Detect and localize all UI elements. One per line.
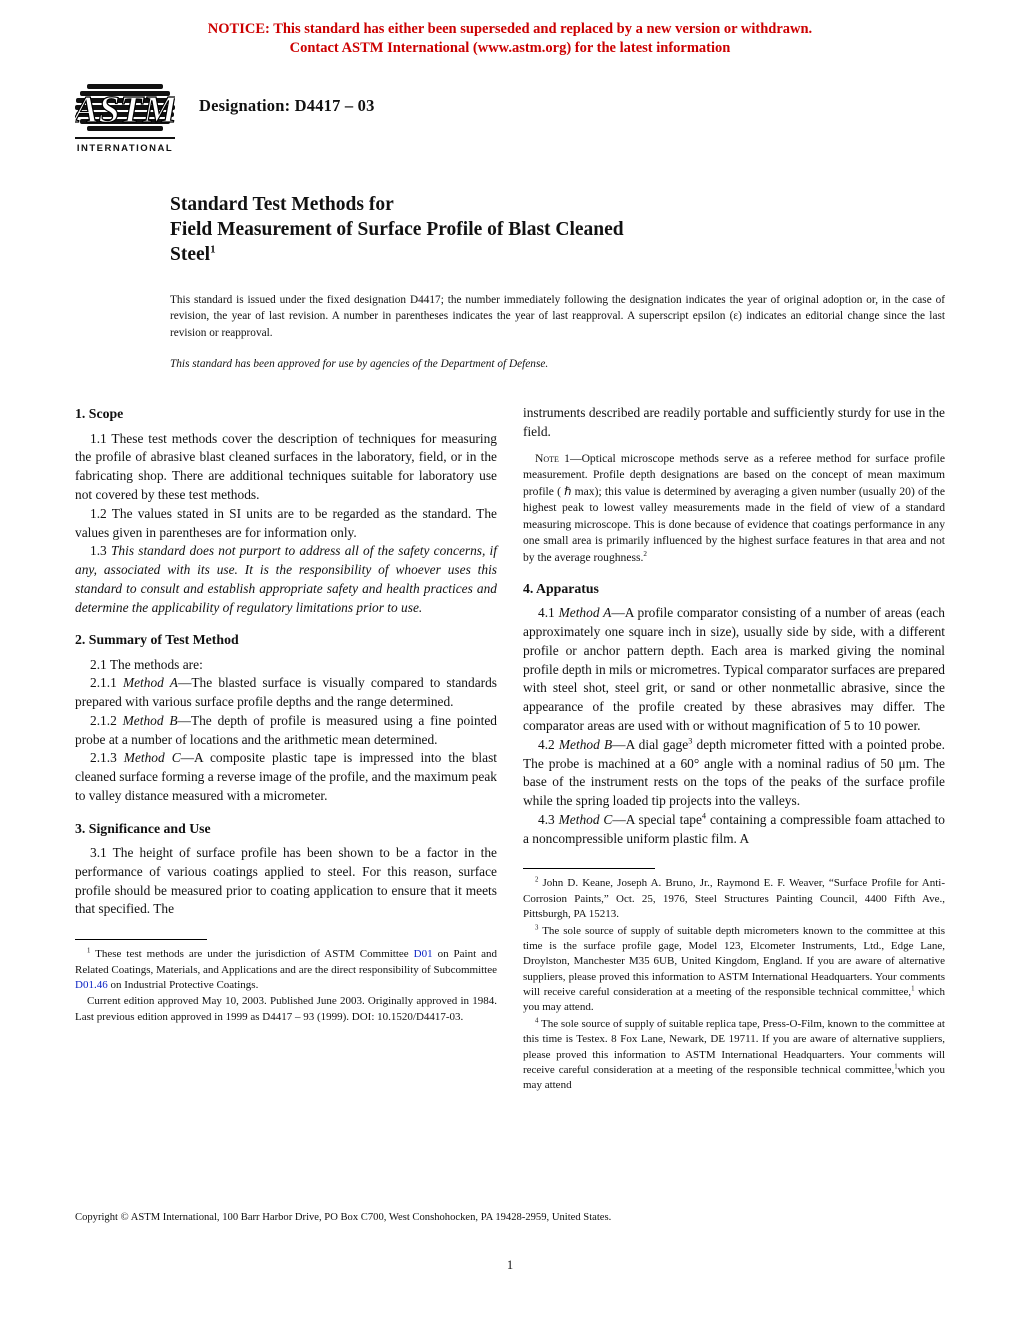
title-steel: Steel bbox=[170, 243, 211, 265]
footnote-4-text: The sole source of supply of suitable replica tape, Press-O-Film, known to the committee at this time is Testex. 8 Fox Lane, Newark, DE 19711. If you are aware of alternative suppliers, please proved this information to ASTM International Headquarters. Your comments will receive careful consideration at a meeting of the responsible technical committee, bbox=[523, 1017, 945, 1077]
paragraph-2-1-1-text: —The blasted surface is visually compared to standards prepared with various surface profile depths and the range determined. bbox=[75, 675, 497, 710]
dod-approval-note: This standard has been approved for use by agencies of the Department of Defense. bbox=[170, 358, 549, 371]
footnote-3-text: The sole source of supply of suitable depth micrometers known to the committee at this time is the surface profile gage, Model 123, Elcometer Instruments, Ltd., Edge Lane, Droylston, Manchester M35 6UB, United Kingdom, England. If you are aware of alternative suppliers, please proved this information to ASTM International Headquarters. Your comments will receive careful consideration at a meeting of the responsible technical committee, bbox=[523, 924, 945, 999]
paragraph-3-1-continued: instruments described are readily portable and sufficiently sturdy for use in the field. bbox=[523, 405, 945, 440]
copyright-notice: Copyright © ASTM International, 100 Barr Harbor Drive, PO Box C700, West Conshohocken, PA 19428-2959, United States. bbox=[75, 1212, 612, 1223]
paragraph-4-3-number: 4.3 bbox=[538, 811, 559, 827]
footnote-3-ref: 3 bbox=[688, 736, 693, 746]
footnote-3-tail: which you may attend. bbox=[523, 986, 945, 1014]
paragraph-2-1-1 bbox=[75, 674, 497, 712]
paragraph-4-2-text-b: depth micrometer fitted with a pointed probe. The probe is machined at a 60° angle with a nominal radius of 50 μm. The base of the instrument rests on the tops of the peaks of the surface profile while the spring loaded tip projects into the valleys. bbox=[523, 736, 945, 809]
footnote-4-ref: 4 bbox=[701, 811, 707, 821]
paragraph-2-1-3-number: 2.1.3 bbox=[90, 750, 124, 766]
footnote-rule-right bbox=[523, 868, 655, 869]
masthead bbox=[75, 82, 945, 163]
note-1-text: Optical microscope methods serve as a referee method for surface profile measurement. Profile depth designations are based on the concept of mean maximum profile ( ℏ max); this value is determined by averaging a given number (usually 20) of the highest peak to lowest valley measurements made in the field of view of a standard measuring microscope. This is done because of evidence that coatings performance in any one small area is primarily influenced by the highest surface features in that area and not by the average roughness. bbox=[523, 451, 945, 564]
note-1-label: Note 1— bbox=[535, 451, 582, 465]
paragraph-1-2: 1.2 The values stated in SI units are to be regarded as the standard. The values given in parentheses are for information only. bbox=[75, 505, 497, 540]
title-line-1: Standard Test Methods for bbox=[170, 193, 394, 215]
paragraph-4-3 bbox=[523, 811, 945, 849]
astm-logo bbox=[75, 82, 175, 163]
left-footnotes bbox=[75, 939, 497, 1025]
paragraph-4-3-text-a: —A special tape bbox=[612, 811, 702, 827]
two-column-body bbox=[75, 404, 945, 1094]
paragraph-1-3 bbox=[75, 542, 497, 617]
document-title bbox=[170, 193, 945, 268]
footnote-4 bbox=[523, 1017, 945, 1094]
footnote-1-text-a: These test methods are under the jurisdiction of ASTM Committee bbox=[90, 948, 414, 961]
method-c-apparatus-label: Method C bbox=[558, 811, 613, 827]
paragraph-2-1-3 bbox=[75, 749, 497, 805]
footnote-1-marker: 1 bbox=[87, 947, 91, 955]
paragraph-4-1-text: —A profile comparator consisting of a number of areas (each approximately one square inch in size), usually side by side, with a different profile or anchor pattern depth. Each area is marked giving the nominal profile depth in mils or micrometres. Typical comparator surfaces are prepared with steel shot, steel grit, or sand or other nonmetallic abrasive, since the appearance of the profile created by these abrasives may differ. The comparator areas are used with or without magnification of 5 to 10 power. bbox=[523, 605, 945, 733]
section-4-heading: 4. Apparatus bbox=[523, 581, 599, 597]
footnote-4-marker: 4 bbox=[535, 1017, 539, 1025]
designation: Designation: D4417 – 03 bbox=[199, 95, 375, 115]
section-2-heading: 2. Summary of Test Method bbox=[75, 632, 239, 648]
paragraph-2-1-3-text: —A composite plastic tape is impressed into the blast cleaned surface forming a reverse image of the profile, and the maximum peak to valley distance measured with a micrometer. bbox=[75, 750, 497, 803]
method-a-label: Method A bbox=[122, 675, 178, 691]
footnote-1-text-c: on Industrial Protective Coatings. bbox=[107, 978, 259, 991]
paragraph-1-3-text: This standard does not purport to address all of the safety concerns, if any, associated with its use. It is the responsibility of whoever uses this standard to consult and establish appropriate safety and health practices and determine the applicability of regulatory limitations prior to use. bbox=[75, 543, 497, 615]
right-column bbox=[523, 404, 945, 1094]
footnote-1 bbox=[75, 947, 497, 993]
method-a-apparatus-label: Method A bbox=[558, 605, 612, 621]
title-line-3 bbox=[170, 243, 945, 268]
paragraph-1-3-number: 1.3 bbox=[90, 543, 111, 559]
paragraph-3-1: 3.1 The height of surface profile has been shown to be a factor in the performance of various coatings applied to steel. For this reason, surface profile should be measured prior to coating application to ensure that it meets that specified. The bbox=[75, 845, 497, 917]
paragraph-4-1 bbox=[523, 604, 945, 735]
paragraph-4-2-text-a: —A dial gage bbox=[612, 736, 689, 752]
paragraph-2-1-2-text: —The depth of profile is measured using a fine pointed probe at a number of locations and the arithmetic mean determined. bbox=[75, 712, 497, 747]
issue-note: This standard is issued under the fixed designation D4417; the number immediately following the designation indicates the year of original adoption or, in the case of revision, the year of last revision. A number in parentheses indicates the year of last reapproval. A superscript epsilon (ε) indicates an editorial change since the last revision or reapproval. bbox=[170, 293, 945, 340]
footnote-rule-left bbox=[75, 939, 207, 940]
footnote-4-inner-ref: 1 bbox=[894, 1063, 898, 1071]
footnote-4-tail: which you may attend bbox=[523, 1064, 945, 1092]
page-number: 1 bbox=[506, 1258, 514, 1272]
paragraph-1-1: 1.1 These test methods cover the description of techniques for measuring the profile of abrasive blast cleaned surfaces in the laboratory, field, or in the fabricating shop. There are additional techniques suitable for laboratory use not covered by these test methods. bbox=[75, 430, 497, 502]
paragraph-4-2 bbox=[523, 736, 945, 811]
paragraph-2-1: 2.1 The methods are: bbox=[90, 656, 203, 672]
note-1 bbox=[523, 451, 945, 566]
notice-line-1: NOTICE: This standard has either been superseded and replaced by a new version or withdrawn. bbox=[207, 21, 813, 37]
method-c-label: Method C bbox=[123, 750, 181, 766]
footnote-3 bbox=[523, 924, 945, 1016]
paragraph-4-3-text-b: containing a compressible foam attached to a noncompressible uniform plastic film. A bbox=[523, 811, 945, 846]
paragraph-2-1-1-number: 2.1.1 bbox=[90, 675, 123, 691]
section-3-heading: 3. Significance and Use bbox=[75, 820, 211, 836]
link-subcommittee-d01-46[interactable]: D01.46 bbox=[75, 978, 108, 991]
footnote-2 bbox=[523, 876, 945, 922]
method-b-label: Method B bbox=[122, 712, 178, 728]
footnote-2-marker: 2 bbox=[535, 876, 539, 884]
title-footnote-ref: 1 bbox=[210, 243, 216, 256]
footnote-3-marker: 3 bbox=[535, 923, 539, 931]
paragraph-2-1-2-number: 2.1.2 bbox=[90, 712, 123, 728]
right-footnotes bbox=[523, 868, 945, 1093]
astm-logo-subtext: INTERNATIONAL bbox=[76, 142, 174, 154]
notice-line-2: Contact ASTM International (www.astm.org) for the latest information bbox=[289, 39, 731, 56]
footnote-3-inner-ref: 1 bbox=[911, 985, 915, 993]
note-1-footnote-ref: 2 bbox=[643, 549, 647, 558]
footnote-1-text-b: on Paint and Related Coatings, Materials, and Applications and are the direct responsibility of Subcommittee bbox=[75, 948, 497, 976]
paragraph-2-1-2 bbox=[75, 712, 497, 750]
superseded-notice bbox=[75, 0, 945, 58]
astm-logo-graphic bbox=[75, 82, 175, 158]
astm-logo-text: ASTM bbox=[75, 88, 175, 131]
footnote-1-edition: Current edition approved May 10, 2003. Published June 2003. Originally approved in 1984. Last previous edition approved in 1999 as D4417 – 93 (1999). DOI: 10.1520/D4417-03. bbox=[75, 995, 497, 1023]
method-b-apparatus-label: Method B bbox=[558, 736, 613, 752]
link-committee-d01[interactable]: D01 bbox=[413, 948, 433, 961]
section-1-heading: 1. Scope bbox=[75, 406, 124, 422]
paragraph-4-2-number: 4.2 bbox=[538, 736, 559, 752]
footnote-2-text: John D. Keane, Joseph A. Bruno, Jr., Raymond E. F. Weaver, “Surface Profile for Anti-Corrosion Paints,” Oct. 25, 1976, Steel Structures Painting Council, 4400 Fifth Ave., Pittsburgh, PA 15213. bbox=[523, 877, 945, 921]
title-line-2: Field Measurement of Surface Profile of Blast Cleaned bbox=[170, 218, 624, 240]
paragraph-4-1-number: 4.1 bbox=[538, 605, 559, 621]
left-column bbox=[75, 404, 497, 1094]
